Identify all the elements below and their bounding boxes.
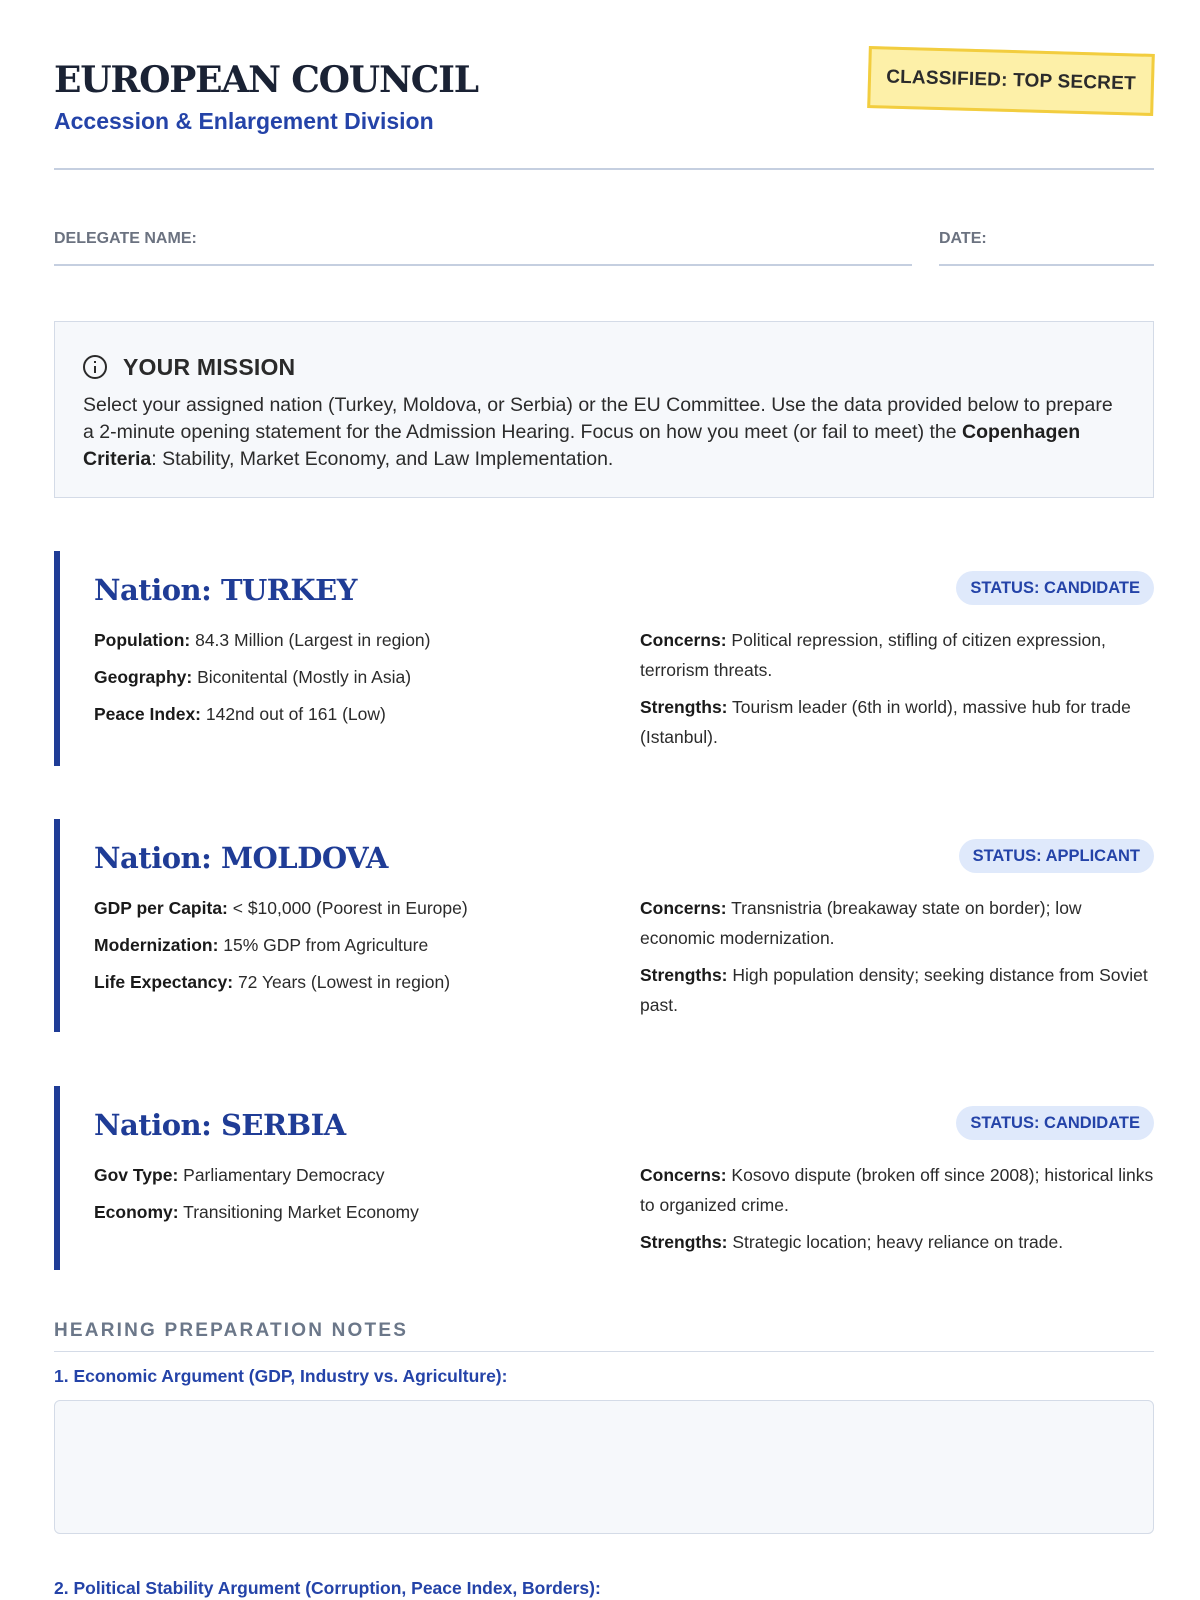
organization-title: EUROPEAN COUNCIL [54, 59, 478, 101]
fact-value: 84.3 Million (Largest in region) [190, 630, 431, 650]
status-badge: STATUS: APPLICANT [959, 839, 1154, 873]
strengths-row [640, 1227, 1160, 1257]
nation-card-moldova [54, 819, 1154, 1032]
delegate-name-field[interactable] [54, 230, 912, 266]
strengths-label: Strengths: [640, 697, 728, 717]
strengths-label: Strengths: [640, 965, 728, 985]
fact-label: Population: [94, 630, 191, 650]
fact-value: 72 Years (Lowest in region) [233, 972, 451, 992]
mission-instructions [83, 392, 1125, 473]
fact-row [94, 930, 594, 960]
nation-assessment [640, 1160, 1160, 1264]
strengths-value: Tourism leader (6th in world), massive hub for trade (Istanbul). [640, 697, 1131, 747]
date-field[interactable] [939, 230, 1154, 266]
fact-row [94, 699, 594, 729]
fact-value: Biconitental (Mostly in Asia) [192, 667, 412, 687]
fact-label: GDP per Capita: [94, 898, 228, 918]
nation-title: Nation: MOLDOVA [94, 841, 388, 875]
fact-row [94, 893, 594, 923]
fact-value: 15% GDP from Agriculture [218, 935, 429, 955]
classification-stamp: CLASSIFIED: TOP SECRET [867, 46, 1155, 116]
mission-text-end: : Stability, Market Economy, and Law Implementation. [151, 448, 614, 470]
strengths-row [640, 692, 1160, 752]
fact-row [94, 967, 594, 997]
concerns-row [640, 893, 1160, 953]
concerns-value: Transnistria (breakaway state on border); low economic modernization. [640, 898, 1082, 948]
mission-header [83, 352, 1125, 382]
concerns-label: Concerns: [640, 1165, 727, 1185]
nation-card-turkey [54, 551, 1154, 766]
division-subtitle: Accession & Enlargement Division [54, 108, 434, 134]
notes-section-title: HEARING PREPARATION NOTES [54, 1320, 1154, 1352]
nation-assessment [640, 625, 1160, 759]
document-header [54, 58, 1154, 170]
nation-facts [94, 893, 594, 1004]
status-badge: STATUS: CANDIDATE [956, 571, 1154, 605]
nation-title: Nation: SERBIA [94, 1108, 346, 1142]
mission-box [54, 321, 1154, 498]
fact-row [94, 1160, 594, 1190]
fact-value: < $10,000 (Poorest in Europe) [227, 898, 468, 918]
nation-title: Nation: TURKEY [94, 573, 357, 607]
fact-label: Life Expectancy: [94, 972, 234, 992]
mission-title: YOUR MISSION [123, 353, 296, 380]
fact-label: Gov Type: [94, 1165, 179, 1185]
political-stability-prompt: 2. Political Stability Argument (Corruption, Peace Index, Borders): [54, 1578, 601, 1598]
strengths-value: High population density; seeking distance from Soviet past. [640, 965, 1148, 1015]
economic-argument-prompt: 1. Economic Argument (GDP, Industry vs. Agriculture): [54, 1366, 508, 1386]
concerns-row [640, 625, 1160, 685]
fact-row [94, 625, 594, 655]
fact-label: Economy: [94, 1202, 179, 1222]
info-icon [83, 355, 107, 379]
nation-facts [94, 625, 594, 736]
mission-text-start: Select your assigned nation (Turkey, Moldova, or Serbia) or the EU Committee. Use the data provided below to prepare a 2-minute opening statement for the Admission Hearing. Focus on how you meet (or fail to meet) the [83, 394, 1113, 443]
concerns-value: Kosovo dispute (broken off since 2008); historical links to organized crime. [640, 1165, 1154, 1215]
copenhagen-criteria-term: Copenhagen Criteria [83, 421, 1081, 470]
date-label: DATE: [939, 230, 987, 247]
concerns-row [640, 1160, 1160, 1220]
worksheet-page [54, 0, 1154, 1600]
status-badge: STATUS: CANDIDATE [956, 1106, 1154, 1140]
fact-row [94, 662, 594, 692]
fact-value: Transitioning Market Economy [178, 1202, 419, 1222]
strengths-value: Strategic location; heavy reliance on trade. [727, 1232, 1064, 1252]
fact-value: 142nd out of 161 (Low) [201, 704, 386, 724]
concerns-value: Political repression, stifling of citizen expression, terrorism threats. [640, 630, 1106, 680]
fact-row [94, 1197, 594, 1227]
fact-label: Geography: [94, 667, 193, 687]
fact-value: Parliamentary Democracy [178, 1165, 385, 1185]
concerns-label: Concerns: [640, 630, 727, 650]
concerns-label: Concerns: [640, 898, 727, 918]
strengths-label: Strengths: [640, 1232, 728, 1252]
strengths-row [640, 960, 1160, 1020]
delegate-name-label: DELEGATE NAME: [54, 230, 197, 247]
fact-label: Modernization: [94, 935, 219, 955]
nation-facts [94, 1160, 594, 1234]
fact-label: Peace Index: [94, 704, 201, 724]
nation-assessment [640, 893, 1160, 1027]
economic-argument-answer-box[interactable] [54, 1400, 1154, 1534]
nation-card-serbia [54, 1086, 1154, 1270]
